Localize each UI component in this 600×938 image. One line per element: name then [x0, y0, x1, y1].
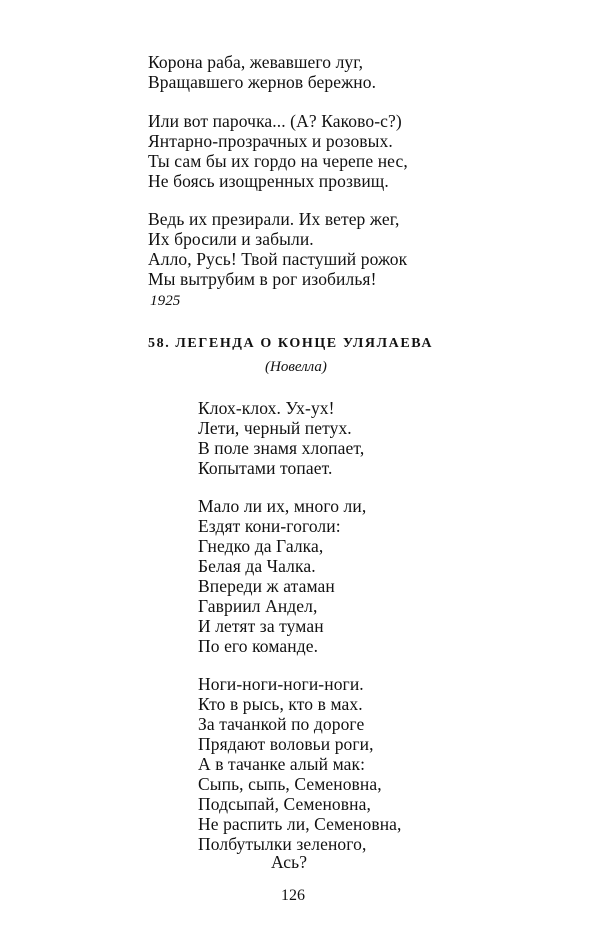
verse-line: Корона раба, жевавшего луг, — [148, 52, 364, 72]
verse-line: Клох-клох. Ух-ух! — [198, 398, 335, 418]
verse-line: Или вот парочка... (А? Каково-с?) — [148, 111, 402, 131]
poem-date: 1925 — [150, 293, 181, 309]
verse-line: За тачанкой по дороге — [198, 714, 365, 734]
verse-line: Ведь их презирали. Их ветер жег, — [148, 209, 400, 229]
verse-line: Гнедко да Галка, — [198, 536, 324, 556]
verse-line: Впереди ж атаман — [198, 576, 335, 596]
verse-line: Ездят кони-гоголи: — [198, 516, 341, 536]
poem-heading: 58. ЛЕГЕНДА О КОНЦЕ УЛЯЛАЕВА — [148, 336, 434, 351]
verse-line: Полбутылки зеленого, — [198, 834, 367, 854]
verse-line: Гавриил Андел, — [198, 596, 318, 616]
poem-subtitle: (Новелла) — [265, 359, 327, 375]
verse-line: Не распить ли, Семеновна, — [198, 814, 402, 834]
verse-line: В поле знамя хлопает, — [198, 438, 365, 458]
verse-line: Янтарно-прозрачных и розовых. — [148, 131, 393, 151]
verse-line: Их бросили и забыли. — [148, 229, 314, 249]
verse-line: Белая да Чалка. — [198, 556, 316, 576]
verse-line: Мало ли их, много ли, — [198, 496, 367, 516]
verse-line: Прядают воловьи роги, — [198, 734, 374, 754]
verse-line: Копытами топает. — [198, 458, 333, 478]
verse-line: Лети, черный петух. — [198, 418, 352, 438]
verse-line: Мы вытрубим в рог изобилья! — [148, 269, 377, 289]
verse-line: Сыпь, сыпь, Семеновна, — [198, 774, 382, 794]
verse-line: Ась? — [271, 852, 308, 872]
verse-line: Вращавшего жернов бережно. — [148, 72, 377, 92]
verse-line: И летят за туман — [198, 616, 324, 636]
page-number: 126 — [281, 887, 305, 904]
verse-line: Ты сам бы их гордо на черепе нес, — [148, 151, 408, 171]
verse-line: А в тачанке алый мак: — [198, 754, 366, 774]
verse-line: Кто в рысь, кто в мах. — [198, 694, 363, 714]
verse-line: Не боясь изощренных прозвищ. — [148, 171, 389, 191]
verse-line: По его команде. — [198, 636, 319, 656]
verse-line: Подсыпай, Семеновна, — [198, 794, 371, 814]
verse-line: Ноги-ноги-ноги-ноги. — [198, 674, 364, 694]
verse-line: Алло, Русь! Твой пастуший рожок — [148, 249, 408, 269]
